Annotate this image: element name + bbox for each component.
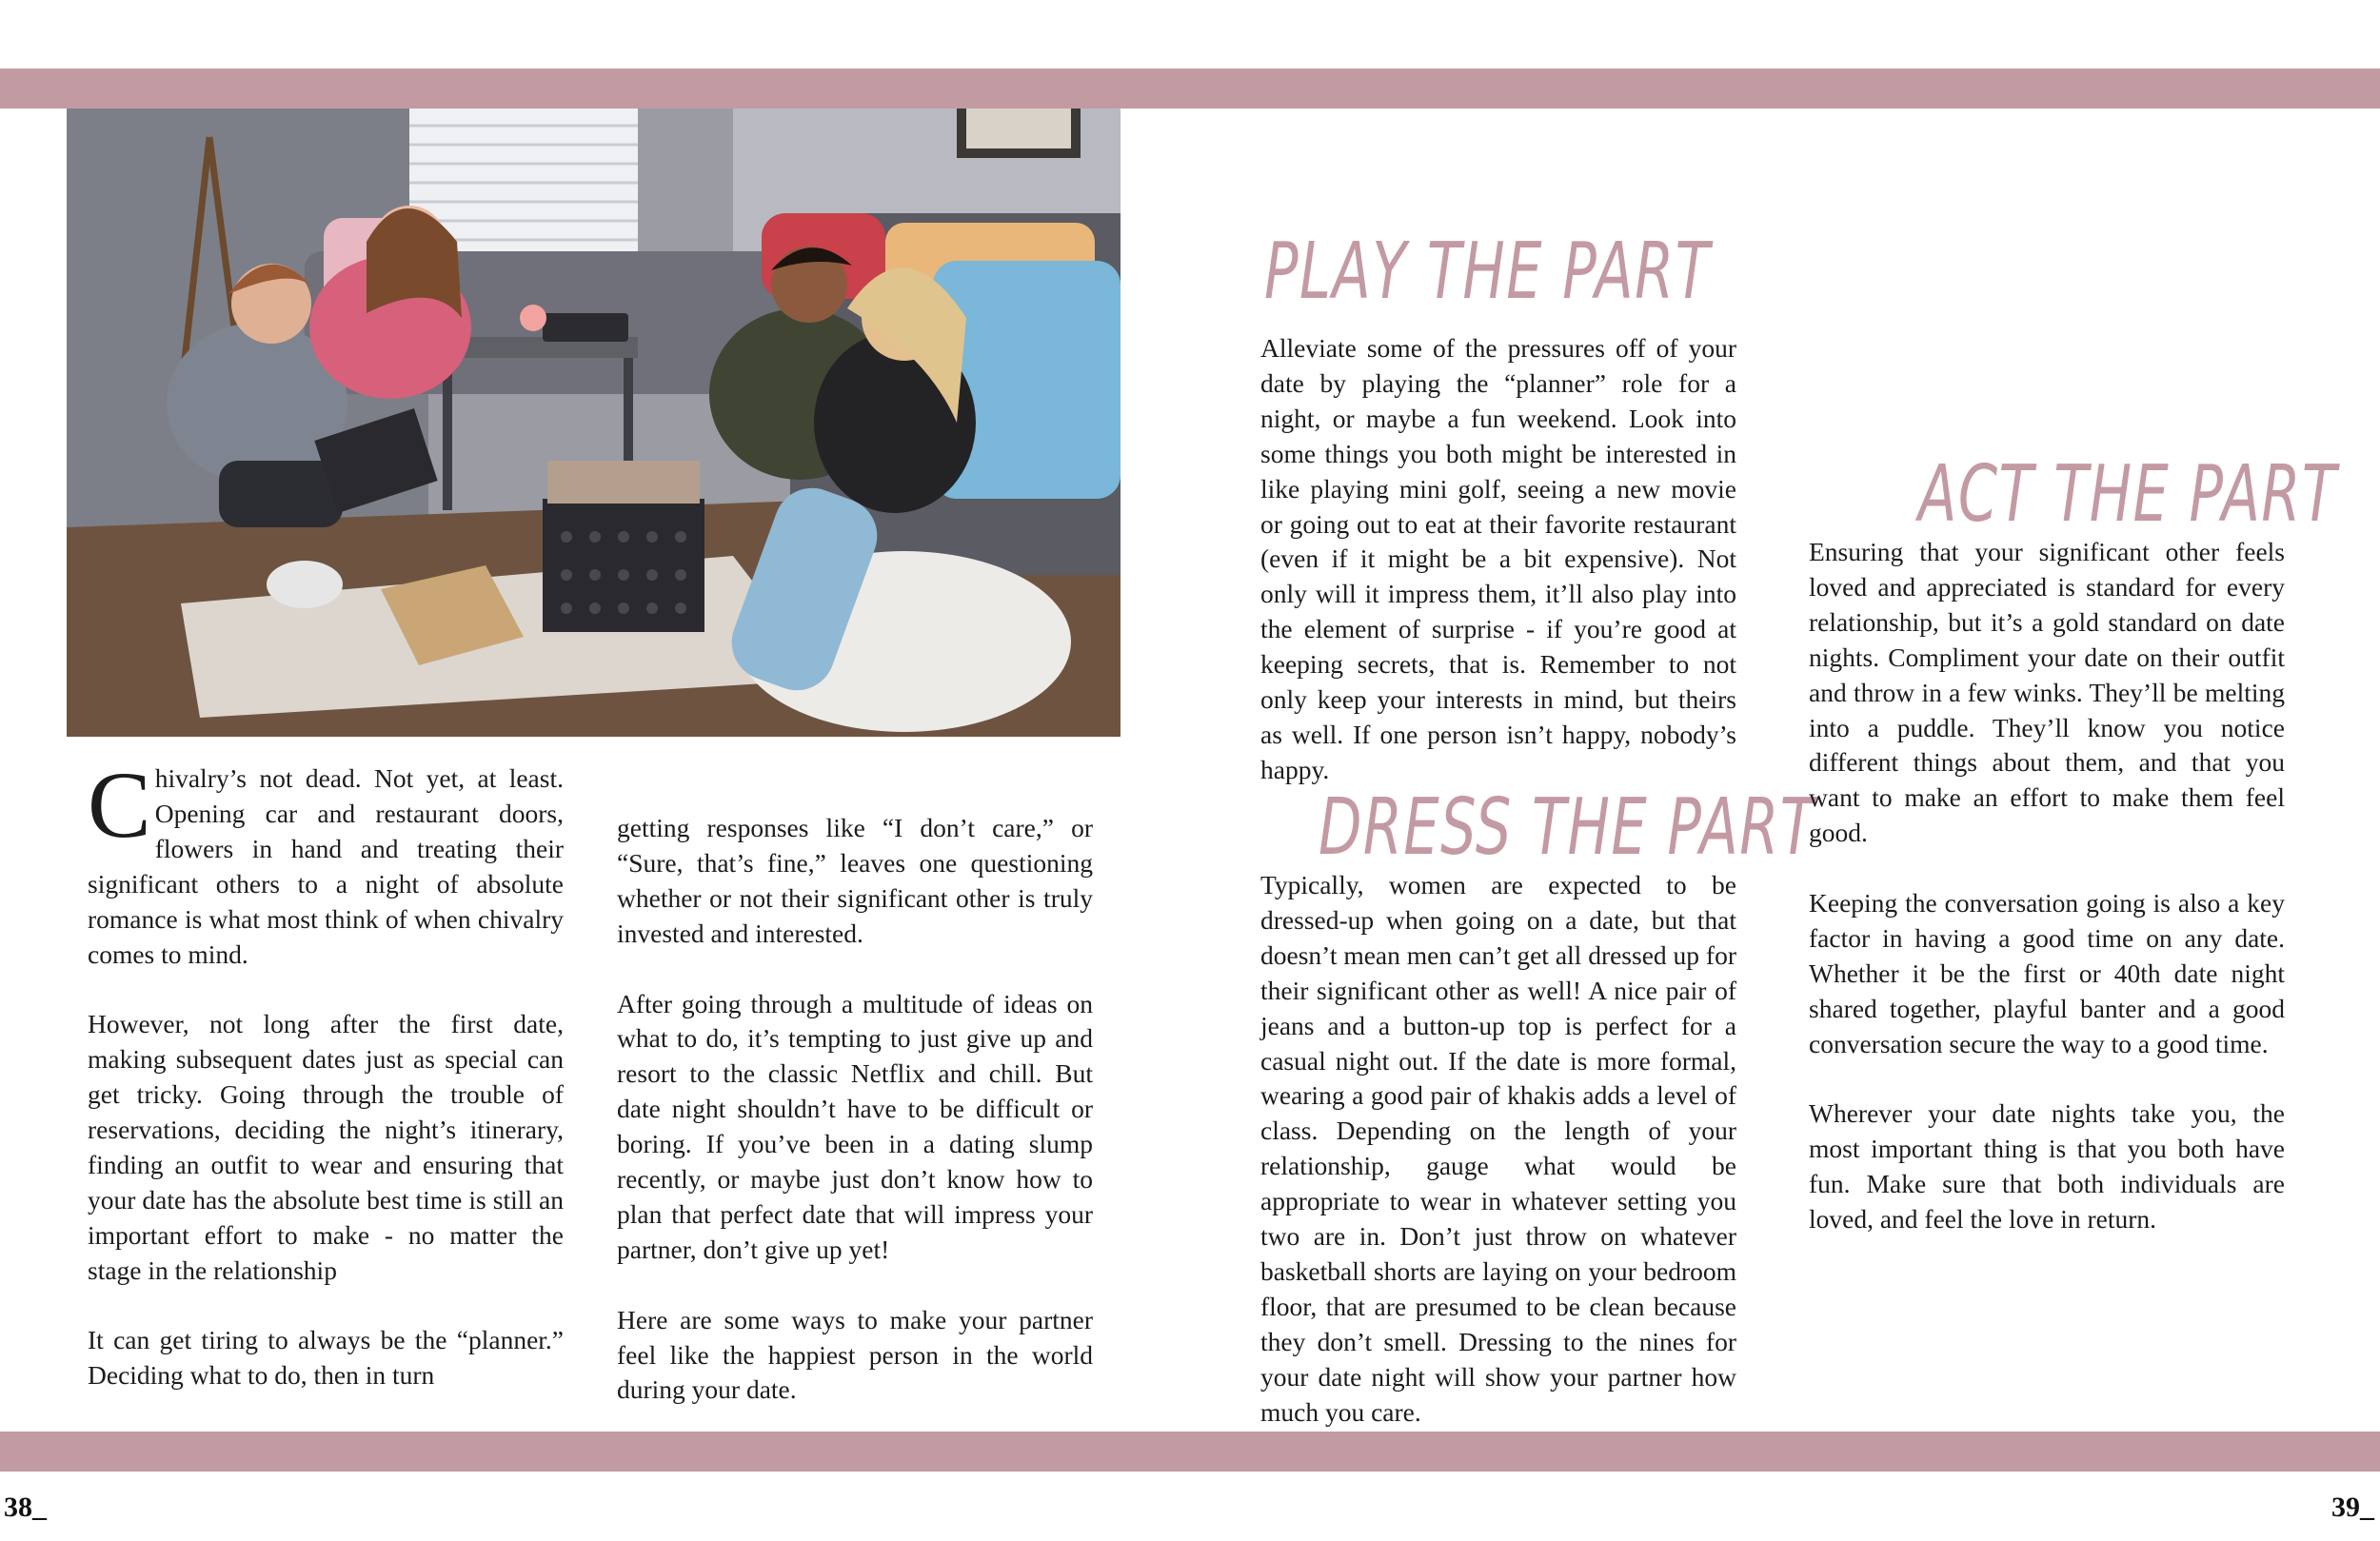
intro-paragraph: Chivalry’s not dead. Not yet, at least. Opening car and restaurant doors, flowers in hand and treating their significant others to a night of absolute romance is what most think of when chivalry comes to mind. <box>88 752 564 969</box>
paragraph: It can get tiring to always be the “planner.” Deciding what to do, then in turn <box>88 1325 564 1391</box>
headline-dress-the-part: DRESS THE PART <box>1319 782 1816 873</box>
headline-act-the-part: ACT THE PART <box>1918 449 2338 540</box>
paragraph: However, not long after the first date, making subsequent dates just as special can get tricky. Going through the trouble of reservations, deciding the night’s itinerary, finding an outfit to wear and ensuring that your date has the absolute best time is still an important effort to make - no matter the stage in the relationship <box>88 1009 564 1285</box>
headline-play-the-part: PLAY THE PART <box>1264 227 1712 317</box>
dropcap-letter: C <box>88 752 151 858</box>
paragraph: Here are some ways to make your partner feel like the happiest person in the world during your date. <box>617 1304 1093 1405</box>
play-the-part-body: Alleviate some of the pressures off of your date by playing the “planner” role for a night, or maybe a fun weekend. Look into some things you both might be interested in like playing mini golf, seeing a new movie or going out to eat at their favorite restaurant (even if it might be a bit expensive). Not only will it impress them, it’ll also play into the element of surprise - if you’re good at keeping secrets, that is. Remember to not only keep your interests in mind, but theirs as well. If one person isn’t happy, nobody’s happy. <box>1260 333 1736 784</box>
paragraph: Ensuring that your significant other feels loved and appreciated is standard for every relationship, but it’s a gold standard on date nights. Compliment your date on their outfit and throw in a few winks. They’ll be melting into a puddle. They’ll know you notice different things about them, and that you want to make an effort to make them feel good. <box>1809 537 2285 848</box>
bottom-color-band <box>0 1432 2380 1472</box>
act-the-part-body <box>1809 535 2285 1237</box>
page-number-left: 38_ <box>4 1492 47 1523</box>
paragraph: Keeping the conversation going is also a key factor in having a good time on any date. Whether it be the first or 40th date night shared together, playful banter and a good conversation secure the way to a good time. <box>1809 888 2285 1058</box>
paragraph: getting responses like “I don’t care,” or “Sure, that’s fine,” leaves one questioning whether or not their significant other is truly invested and interested. <box>617 813 1093 948</box>
left-column-2 <box>617 811 1093 1408</box>
left-column-1 <box>88 752 564 1393</box>
couples-photo <box>67 109 1121 737</box>
paragraph: After going through a multitude of ideas on what to do, it’s tempting to just give up and resort to the classic Netflix and chill. But date night shouldn’t have to be difficult or boring. If you’ve been in a dating slump recently, or maybe just don’t know how to plan that perfect date that will impress your partner, don’t give up yet! <box>617 988 1093 1264</box>
paragraph: Wherever your date nights take you, the most important thing is that you both have fun. Make sure that both individuals are loved, and feel the love in return. <box>1809 1098 2285 1235</box>
dress-the-part-body: Typically, women are expected to be dressed-up when going on a date, but that doesn’t mean men can’t get all dressed up for their significant other as well! A nice pair of jeans and a button-up top is perfect for a casual night out. If the date is more formal, wearing a good pair of khakis adds a level of class. Depending on the length of your relationship, gauge what would be appropriate to wear in whatever setting you two are in. Don’t just throw on whatever basketball shorts are laying on your bedroom floor, that are presumed to be clean because they don’t smell. Dressing to the nines for your date night will show your partner how much you care. <box>1260 870 1736 1427</box>
top-color-band <box>0 69 2380 109</box>
page-number-right: 39_ <box>2331 1492 2374 1523</box>
